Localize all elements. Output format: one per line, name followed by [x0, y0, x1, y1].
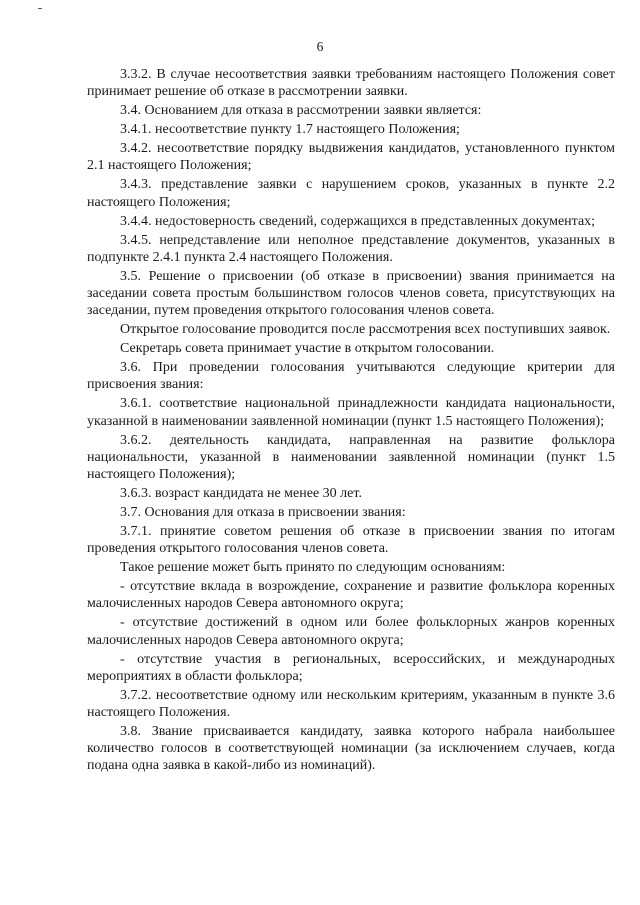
paragraph-grounds-intro: Такое решение может быть принято по следующим основаниям:: [120, 560, 506, 576]
document-body: [87, 66, 615, 776]
paragraph-3-4-2: 3.4.2. несоответствие порядку выдвижения кандидатов, установленного пунктом 2.1 настоящего Положения;: [87, 141, 615, 174]
paragraph-3-5: 3.5. Решение о присвоении (об отказе в присвоении) звания принимается на заседании совета простым большинством голосов членов совета, присутствующих на заседании, путем проведения открытого голосования членов совета.: [87, 268, 615, 319]
list-item-ground-1: - отсутствие вклада в возрождение, сохранение и развитие фольклора коренных малочисленных народов Севера автономного округа;: [87, 579, 615, 612]
paragraph-3-3-2: 3.3.2. В случае несоответствия заявки требованиям настоящего Положения совет принимает решение об отказе в рассмотрении заявки.: [87, 67, 615, 100]
paragraph-3-4-3: 3.4.3. представление заявки с нарушением сроков, указанных в пункте 2.2 настоящего Положения;: [87, 177, 615, 210]
paragraph-secretary: Секретарь совета принимает участие в открытом голосовании.: [120, 341, 495, 357]
page-number: 6: [316, 39, 324, 54]
scan-mark: [38, 8, 42, 9]
list-item-ground-2: - отсутствие достижений в одном или более фольклорных жанров коренных малочисленных народов Севера автономного округа;: [87, 615, 615, 648]
paragraph-3-7-2: 3.7.2. несоответствие одному или нескольким критериям, указанным в пункте 3.6 настоящего Положения.: [87, 687, 615, 721]
paragraph-3-6-1: 3.6.1. соответствие национальной принадлежности кандидата национальности, указанной в наименовании заявленной номинации (пункт 1.5 настоящего Положения);: [87, 396, 615, 429]
paragraph-3-4-5: 3.4.5. непредставление или неполное представление документов, указанных в подпункте 2.4.1 пункта 2.4 настоящего Положения.: [87, 232, 615, 265]
paragraph-open-voting: Открытое голосование проводится после рассмотрения всех поступивших заявок.: [120, 322, 611, 338]
paragraph-3-6-3: 3.6.3. возраст кандидата не менее 30 лет.: [120, 486, 362, 502]
paragraph-3-6: 3.6. При проведении голосования учитываются следующие критерии для присвоения звания:: [87, 360, 615, 393]
paragraph-3-4-1: 3.4.1. несоответствие пункту 1.7 настоящего Положения;: [120, 122, 460, 138]
list-item-ground-3: - отсутствие участия в региональных, всероссийских, и международных мероприятиях в области фольклора;: [87, 651, 615, 684]
paragraph-3-7: 3.7. Основания для отказа в присвоении звания:: [120, 505, 406, 521]
paragraph-3-4-4: 3.4.4. недостоверность сведений, содержащихся в представленных документах;: [120, 213, 596, 229]
paragraph-3-4: 3.4. Основанием для отказа в рассмотрении заявки является:: [120, 103, 482, 119]
paragraph-3-7-1: 3.7.1. принятие советом решения об отказе в присвоении звания по итогам проведения открытого голосования членов совета.: [87, 524, 615, 557]
paragraph-3-8: 3.8. Звание присваивается кандидату, заявка которого набрала наибольшее количество голосов в соответствующей номинации (за исключением случаев, когда подана одна заявка в какой-либо из номинаций).: [87, 724, 615, 774]
paragraph-3-6-2: 3.6.2. деятельность кандидата, направленная на развитие фольклора национальности, указанной в наименовании заявленной номинации (пункт 1.5 настоящего Положения);: [87, 432, 615, 483]
